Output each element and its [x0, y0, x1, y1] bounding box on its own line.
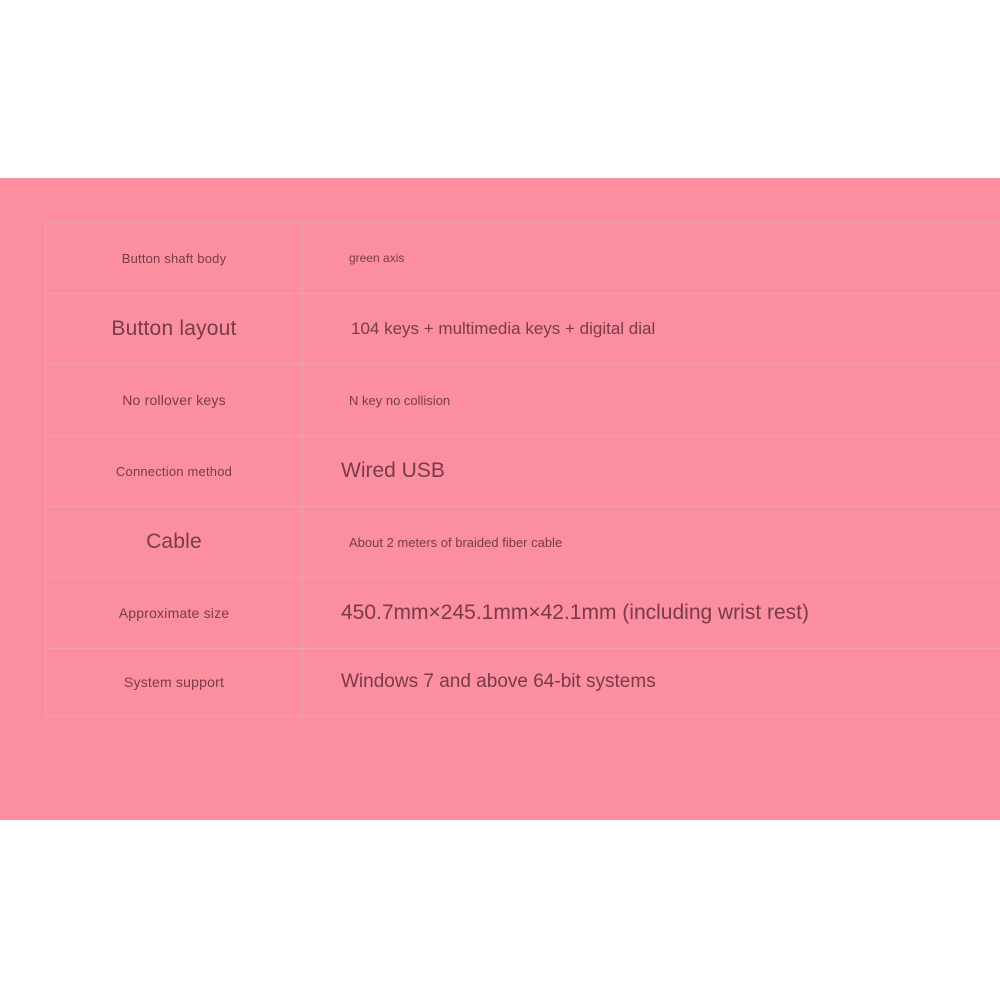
spec-label: Button layout — [46, 294, 303, 365]
spec-value: Windows 7 and above 64-bit systems — [303, 649, 1000, 716]
spec-value: green axis — [303, 223, 1000, 294]
table-row — [46, 507, 1000, 578]
spec-label: Approximate size — [46, 578, 303, 649]
table-row — [46, 578, 1000, 649]
spec-value: 104 keys + multimedia keys + digital dial — [303, 294, 1000, 365]
spec-label: System support — [46, 649, 303, 716]
table-row — [46, 649, 1000, 716]
spec-label: Connection method — [46, 436, 303, 507]
spec-value: About 2 meters of braided fiber cable — [303, 507, 1000, 578]
spec-value: N key no collision — [303, 365, 1000, 436]
spec-value: 450.7mm×245.1mm×42.1mm (including wrist rest) — [303, 578, 1000, 649]
spec-label: Button shaft body — [46, 223, 303, 294]
table-row — [46, 436, 1000, 507]
spec-value: Wired USB — [303, 436, 1000, 507]
spec-label: No rollover keys — [46, 365, 303, 436]
table-row — [46, 223, 1000, 294]
specification-table — [45, 222, 1000, 716]
table-row — [46, 365, 1000, 436]
table-row — [46, 294, 1000, 365]
spec-label: Cable — [46, 507, 303, 578]
